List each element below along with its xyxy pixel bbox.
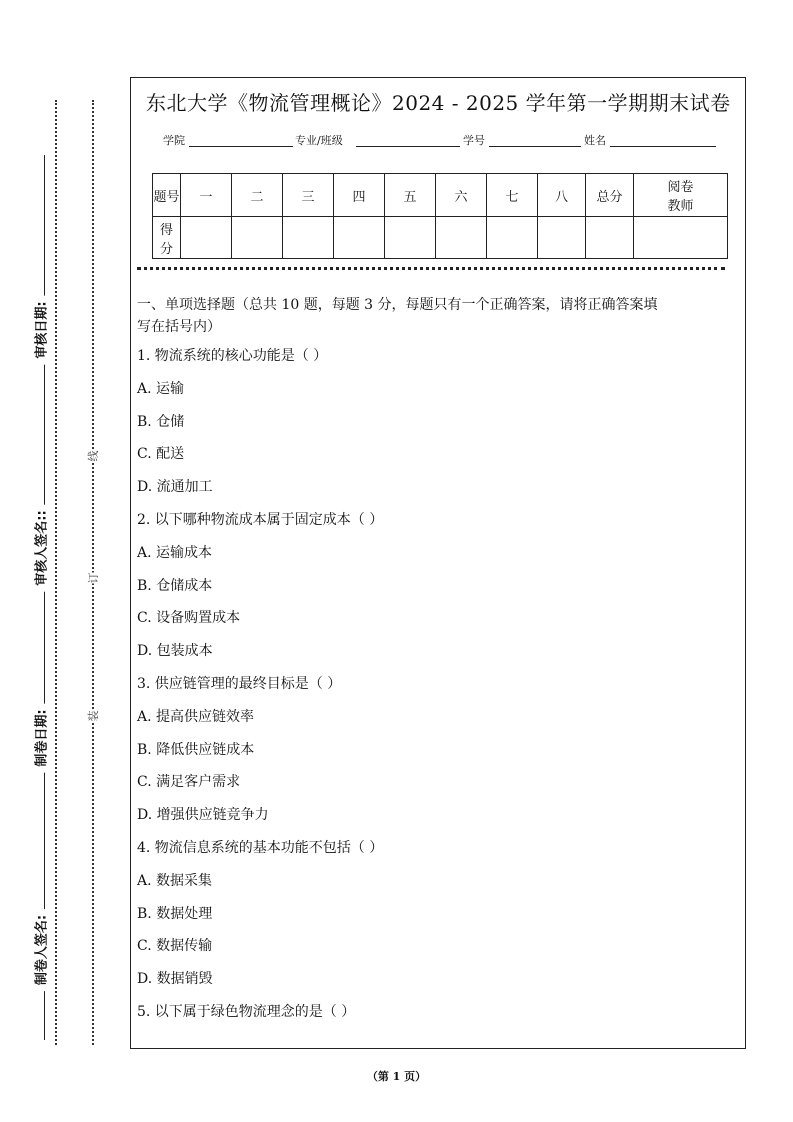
header-cell: 二 <box>232 174 283 217</box>
question-option: B. 仓储成本 <box>137 577 213 594</box>
question-stem: 3. 供应链管理的最终目标是（ ） <box>137 676 342 692</box>
question-option: B. 数据处理 <box>137 905 213 922</box>
score-cell[interactable] <box>634 217 728 259</box>
question-option: B. 仓储 <box>137 413 185 430</box>
mark-staple: 装 <box>83 711 103 722</box>
question-stem: 2. 以下哪种物流成本属于固定成本（ ） <box>137 512 384 528</box>
question-stem: 1. 物流系统的核心功能是（ ） <box>137 348 328 364</box>
student-id-label: 学号 <box>463 134 485 147</box>
score-cell[interactable] <box>487 217 538 259</box>
question-stem: 4. 物流信息系统的基本功能不包括（ ） <box>137 840 384 856</box>
paper-date-label: 制卷日期: <box>31 703 50 772</box>
question-option: D. 增强供应链竞争力 <box>137 807 269 824</box>
header-cell: 四 <box>334 174 385 217</box>
question-option: C. 满足客户需求 <box>137 774 241 791</box>
major-class-field[interactable] <box>356 146 460 147</box>
question-option: D. 流通加工 <box>137 479 213 496</box>
score-cell[interactable] <box>334 217 385 259</box>
score-cell[interactable] <box>283 217 334 259</box>
header-cell: 三 <box>283 174 334 217</box>
question-option: A. 运输成本 <box>137 544 213 561</box>
header-cell: 一 <box>181 174 232 217</box>
review-date-label: 审核日期: <box>31 295 50 364</box>
question-option: B. 降低供应链成本 <box>137 741 255 758</box>
question-option: A. 运输 <box>137 380 185 397</box>
question-option: A. 提高供应链效率 <box>137 708 255 725</box>
score-row <box>153 217 728 259</box>
question-option: A. 数据采集 <box>137 872 213 889</box>
score-header-row <box>153 174 728 217</box>
mark-bind: 订 <box>83 573 103 584</box>
exam-title: 东北大学《物流管理概论》2024 - 2025 学年第一学期期末试卷 <box>146 91 731 115</box>
question-option: D. 数据销毁 <box>137 971 213 988</box>
paper-maker-signature-label: 制卷人签名: <box>31 909 50 991</box>
page-number: （第 1 页） <box>366 1070 427 1083</box>
score-table <box>152 173 728 259</box>
name-label: 姓名 <box>584 134 606 147</box>
header-cell: 八 <box>538 174 586 217</box>
score-cell[interactable] <box>232 217 283 259</box>
question-option: D. 包装成本 <box>137 643 213 660</box>
college-label: 学院 <box>163 134 185 147</box>
major-class-label: 专业/班级 <box>295 134 343 147</box>
question-option: C. 数据传输 <box>137 938 213 955</box>
score-cell[interactable] <box>385 217 436 259</box>
question-stem: 5. 以下属于绿色物流理念的是（ ） <box>137 1004 356 1020</box>
dotted-separator <box>137 267 725 270</box>
name-field[interactable] <box>610 146 716 147</box>
section-heading: 一、单项选择题（总共 10 题，每题 3 分，每题只有一个正确答案，请将正确答案填 <box>137 297 658 313</box>
question-option: C. 配送 <box>137 446 185 463</box>
reviewer-signature-label: 审核人签名:: <box>31 504 50 591</box>
college-field[interactable] <box>189 146 293 147</box>
header-cell: 总分 <box>586 174 634 217</box>
header-cell: 阅卷教师 <box>634 174 728 217</box>
question-option: C. 设备购置成本 <box>137 610 241 627</box>
binding-dotted-line <box>55 100 57 1045</box>
header-cell: 题号 <box>153 174 181 217</box>
section-heading-cont: 写在括号内） <box>137 319 221 335</box>
score-cell[interactable] <box>436 217 487 259</box>
score-label-cell: 得分 <box>153 217 181 259</box>
binding-underline <box>44 155 45 1040</box>
student-id-field[interactable] <box>489 146 581 147</box>
score-cell[interactable] <box>586 217 634 259</box>
header-cell: 五 <box>385 174 436 217</box>
header-cell: 六 <box>436 174 487 217</box>
score-cell[interactable] <box>181 217 232 259</box>
mark-line: 线 <box>83 451 103 462</box>
header-cell: 七 <box>487 174 538 217</box>
score-cell[interactable] <box>538 217 586 259</box>
